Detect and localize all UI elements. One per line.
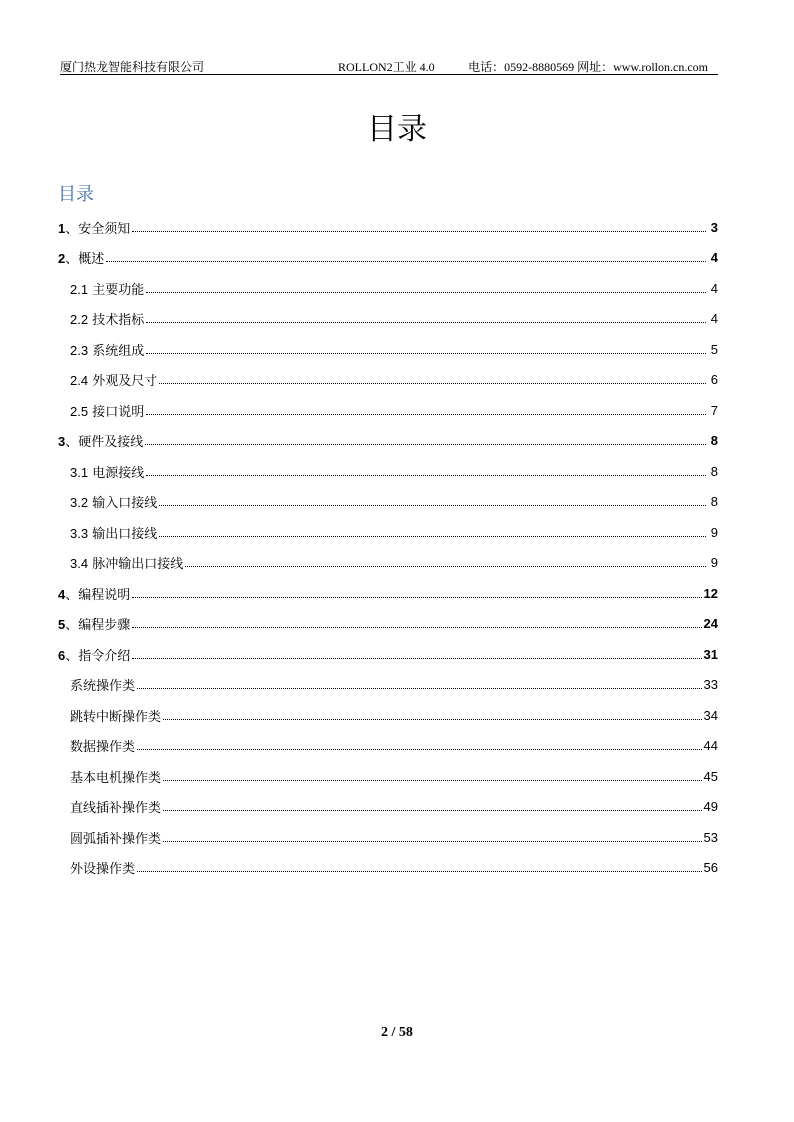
toc-entry-number: 3.1	[70, 464, 89, 480]
toc-entry[interactable]	[58, 334, 718, 365]
toc-entry-title: 输入口接线	[92, 496, 158, 512]
toc-entry-number: 4	[58, 586, 66, 602]
toc-entry-page: 9	[710, 524, 718, 540]
dot-leader	[146, 475, 706, 476]
toc-entry-label	[70, 370, 157, 389]
toc-entry-label	[70, 462, 144, 481]
toc-entry-page: 3	[710, 219, 718, 235]
toc-entry-page: 24	[703, 616, 718, 632]
toc-entry-label	[70, 492, 157, 511]
toc-entry-label	[70, 767, 161, 786]
toc-entry-page: 9	[710, 555, 718, 571]
toc-entry-title: 外设操作类	[70, 862, 136, 878]
toc-entry-title: 硬件及接线	[78, 435, 144, 451]
toc-entry-title: 技术指标	[92, 313, 145, 329]
toc-entry-separator: 、	[65, 435, 79, 451]
toc-entry-title: 主要功能	[92, 282, 145, 298]
toc-entry[interactable]	[58, 517, 718, 548]
toc-entry-number: 3.2	[70, 495, 89, 511]
toc-entry-number: 3.3	[70, 525, 89, 541]
company-name: 厦门热龙智能科技有限公司	[60, 60, 205, 74]
toc-entry-title: 接口说明	[92, 404, 145, 420]
page-number: 2 / 58	[381, 1025, 413, 1040]
toc-entry-title: 安全须知	[78, 221, 131, 237]
toc-entry-number: 6	[58, 647, 66, 663]
toc-entry-title: 外观及尺寸	[92, 374, 158, 390]
page-header	[60, 56, 718, 75]
toc-entry-number: 2	[58, 251, 66, 267]
toc-entry-title: 脉冲输出口接线	[92, 557, 184, 573]
toc-entry[interactable]	[58, 456, 718, 487]
toc-entry-page: 34	[703, 707, 718, 723]
toc-entry-label	[70, 736, 135, 755]
dot-leader	[159, 536, 706, 537]
dot-leader	[137, 871, 702, 872]
dot-leader	[185, 566, 706, 567]
dot-leader	[132, 231, 706, 232]
toc-entry[interactable]	[58, 304, 718, 335]
dot-leader	[146, 353, 706, 354]
page-title: 目录	[367, 112, 427, 147]
toc-entry-number: 3	[58, 434, 66, 450]
toc-entry[interactable]	[58, 792, 718, 823]
toc-entry-title: 圆弧插补操作类	[70, 831, 162, 847]
toc-entry[interactable]	[58, 609, 718, 640]
toc-entry-separator: 、	[65, 648, 79, 664]
toc-entry[interactable]	[58, 426, 718, 457]
toc-entry-label	[70, 340, 144, 359]
toc-entry-label	[70, 279, 144, 298]
toc-entry-title: 概述	[78, 252, 105, 268]
toc-entry-title: 直线插补操作类	[70, 801, 162, 817]
toc-entry-label	[70, 858, 135, 877]
toc-entry-label	[58, 614, 130, 633]
toc-entry-number: 1	[58, 220, 66, 236]
toc-entry-number: 2.4	[70, 373, 89, 389]
dot-leader	[137, 688, 702, 689]
toc-entry-label	[58, 248, 104, 267]
dot-leader	[146, 292, 706, 293]
toc-entry[interactable]	[58, 853, 718, 884]
toc-entry-number: 3.4	[70, 556, 89, 572]
dot-leader	[146, 322, 706, 323]
toc-entry-title: 基本电机操作类	[70, 770, 162, 786]
toc-entry-page: 56	[703, 860, 718, 876]
dot-leader	[163, 719, 702, 720]
toc-entry-number: 2.1	[70, 281, 89, 297]
toc-entry-label	[70, 828, 161, 847]
toc-entry-page: 8	[710, 433, 718, 449]
toc-entry-label	[70, 523, 157, 542]
dot-leader	[145, 444, 706, 445]
toc-entry-page: 8	[710, 463, 718, 479]
dot-leader	[132, 658, 701, 659]
toc-entry-label	[58, 218, 130, 237]
toc-entry-title: 系统组成	[92, 343, 145, 359]
toc-entry-number: 2.3	[70, 342, 89, 358]
dot-leader	[132, 597, 701, 598]
toc-entry-page: 8	[710, 494, 718, 510]
toc-entry-title: 数据操作类	[70, 740, 136, 756]
toc-entry[interactable]	[58, 212, 718, 243]
toc-entry[interactable]	[58, 365, 718, 396]
dot-leader	[132, 627, 701, 628]
toc-entry-title: 电源接线	[92, 465, 145, 481]
toc-entry-title: 编程说明	[78, 587, 131, 603]
toc-entry[interactable]	[58, 273, 718, 304]
toc-entry-title: 跳转中断操作类	[70, 709, 162, 725]
dot-leader	[159, 505, 706, 506]
dot-leader	[163, 810, 702, 811]
product-name: ROLLON2工业 4.0	[338, 60, 435, 74]
toc-entry-label	[70, 797, 161, 816]
toc-entry-label	[70, 706, 161, 725]
toc-entry-label	[70, 553, 183, 572]
dot-leader	[163, 841, 702, 842]
dot-leader	[137, 749, 702, 750]
toc-entry-page: 33	[703, 677, 718, 693]
toc-entry-page: 12	[703, 585, 718, 601]
dot-leader	[106, 261, 706, 262]
toc-entry[interactable]	[58, 639, 718, 670]
toc-entry-separator: 、	[65, 618, 79, 634]
toc-entry-label	[70, 309, 144, 328]
dot-leader	[146, 414, 706, 415]
toc-entry-label	[70, 401, 144, 420]
toc-entry[interactable]	[58, 731, 718, 762]
toc-entry-separator: 、	[65, 221, 79, 237]
toc-entry-label	[58, 431, 143, 450]
toc-entry-separator: 、	[65, 587, 79, 603]
toc-entry-title: 系统操作类	[70, 679, 136, 695]
toc-entry-page: 31	[703, 646, 718, 662]
toc-entry-page: 6	[710, 372, 718, 388]
toc-heading: 目录	[58, 184, 94, 205]
toc-entry[interactable]	[58, 487, 718, 518]
toc-entry-page: 7	[710, 402, 718, 418]
toc-entry-page: 49	[703, 799, 718, 815]
toc-entry[interactable]	[58, 578, 718, 609]
toc-entry-number: 2.2	[70, 312, 89, 328]
toc-entry[interactable]	[58, 395, 718, 426]
dot-leader	[163, 780, 702, 781]
toc-entry-title: 编程步骤	[78, 618, 131, 634]
toc-entry[interactable]	[58, 761, 718, 792]
toc-entry-label	[70, 675, 135, 694]
toc-entry[interactable]	[58, 548, 718, 579]
toc-entry-number: 5	[58, 617, 66, 633]
toc-entry-page: 5	[710, 341, 718, 357]
toc-entry-number: 2.5	[70, 403, 89, 419]
toc-entry-label	[58, 645, 130, 664]
toc-entry[interactable]	[58, 243, 718, 274]
toc-entry-page: 4	[710, 280, 718, 296]
toc-entry[interactable]	[58, 700, 718, 731]
toc-entry-page: 53	[703, 829, 718, 845]
toc-entry-page: 4	[710, 250, 718, 266]
table-of-contents	[58, 212, 718, 883]
dot-leader	[159, 383, 706, 384]
toc-entry-separator: 、	[65, 252, 79, 268]
toc-entry[interactable]	[58, 670, 718, 701]
toc-entry-page: 4	[710, 311, 718, 327]
toc-entry-title: 指令介绍	[78, 648, 131, 664]
toc-entry-page: 44	[703, 738, 718, 754]
contact-info: 电话：0592-8880569 网址：www.rollon.cn.com	[468, 60, 708, 74]
toc-entry[interactable]	[58, 822, 718, 853]
toc-entry-page: 45	[703, 768, 718, 784]
toc-entry-label	[58, 584, 130, 603]
toc-entry-title: 输出口接线	[92, 526, 158, 542]
